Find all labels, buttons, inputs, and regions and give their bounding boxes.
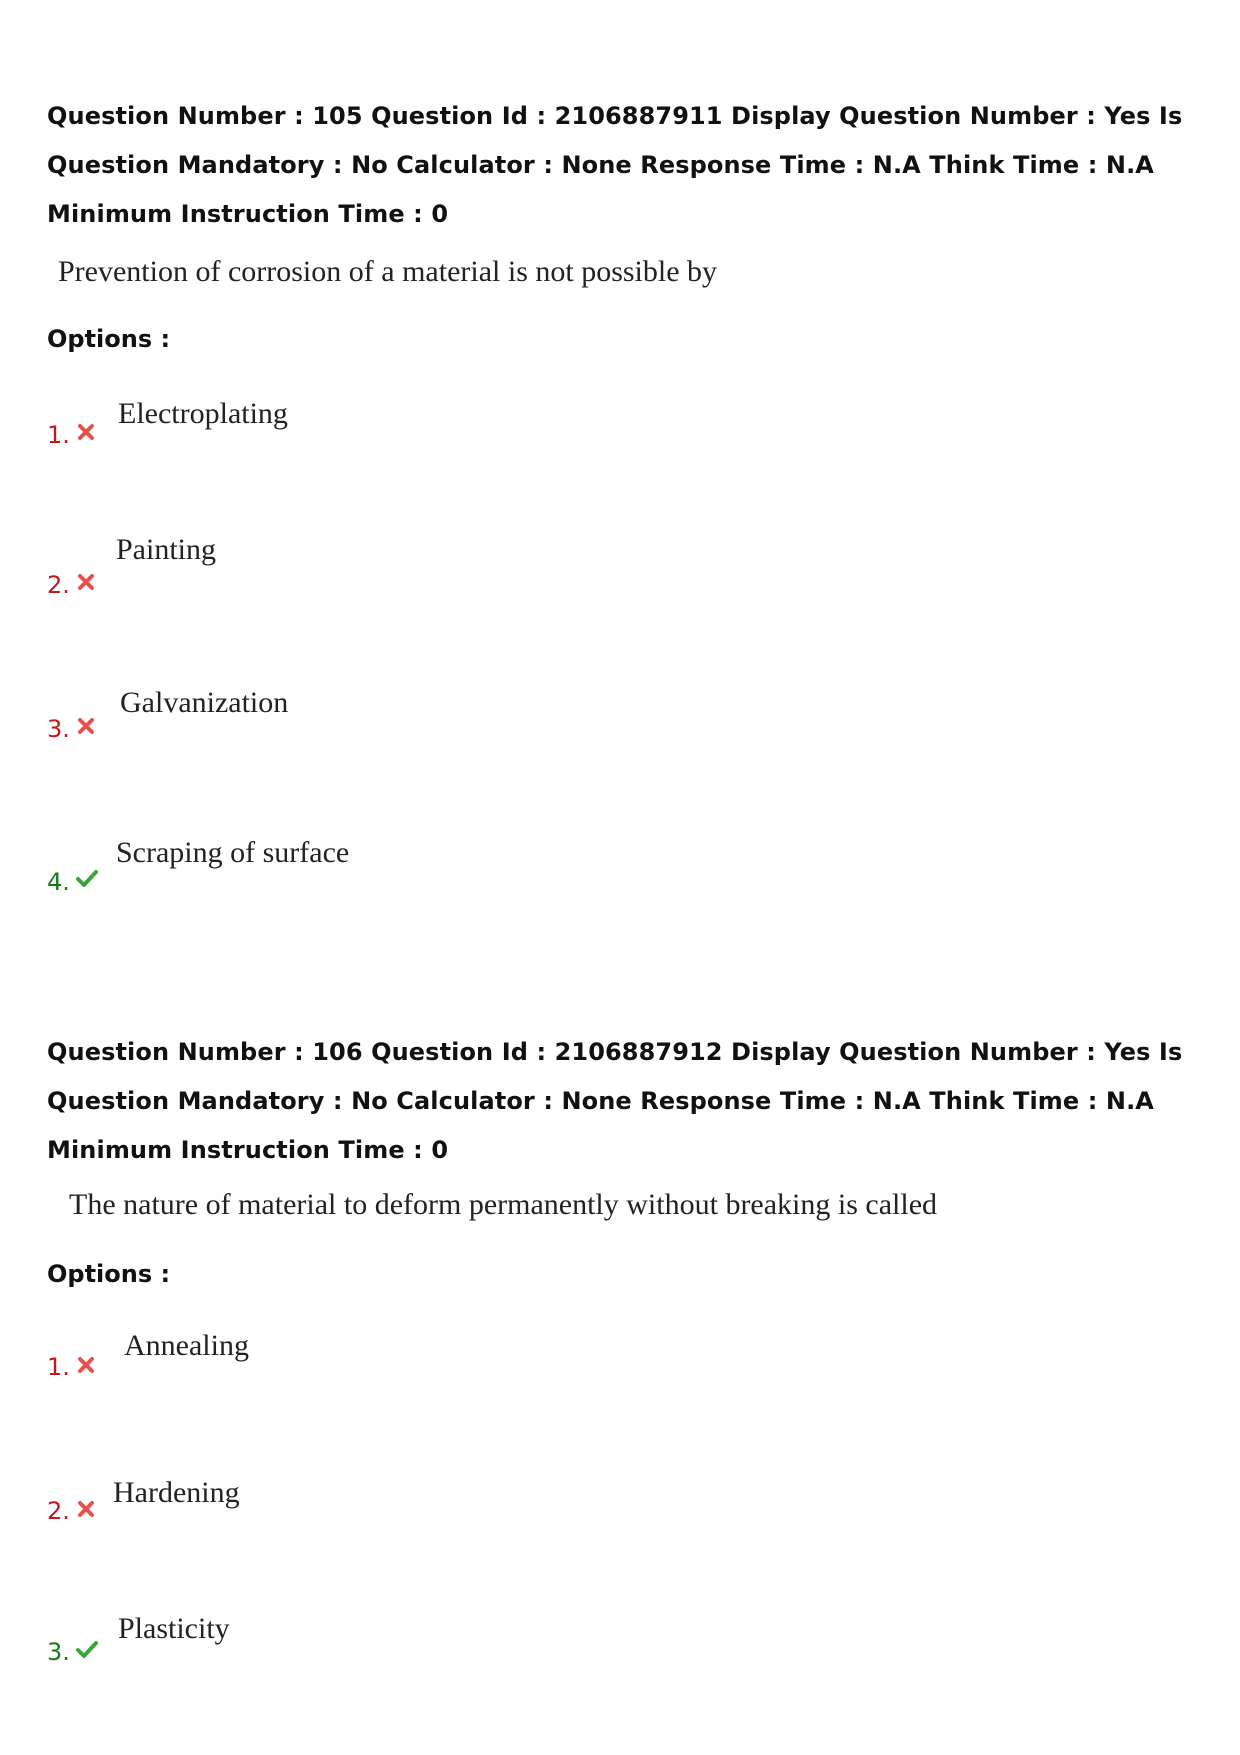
option-number: 2. [47, 571, 70, 599]
question-text: The nature of material to deform permanently without breaking is called [69, 1188, 938, 1221]
options-label: Options : [47, 1260, 171, 1288]
cross-icon [76, 1499, 96, 1519]
cross-icon [76, 572, 96, 592]
option-text: Electroplating [118, 397, 288, 430]
option-text: Plasticity [118, 1612, 230, 1645]
options-label: Options : [47, 325, 171, 353]
question-meta: Question Number : 105 Question Id : 2106887911 Display Question Number : Yes Is Question Mandatory : No Calculator : None Response Time : N.A Think Time : N.A Minimum Instruction Time : 0 [47, 102, 1183, 228]
option-text: Scraping of surface [116, 836, 350, 869]
option-number: 1. [47, 1353, 70, 1381]
option-text: Painting [116, 533, 217, 566]
option-text: Hardening [113, 1476, 240, 1509]
option-text: Annealing [124, 1329, 249, 1362]
option-number: 4. [47, 868, 70, 896]
option-number: 1. [47, 421, 70, 449]
question-text: Prevention of corrosion of a material is not possible by [58, 255, 718, 288]
check-icon [75, 1640, 99, 1660]
option-number: 3. [47, 715, 70, 743]
check-icon [75, 869, 99, 889]
option-number: 3. [47, 1638, 70, 1666]
cross-icon [76, 716, 96, 736]
option-text: Galvanization [120, 686, 289, 719]
option-number: 2. [47, 1497, 70, 1525]
cross-icon [76, 1355, 96, 1375]
question-meta: Question Number : 106 Question Id : 2106887912 Display Question Number : Yes Is Question Mandatory : No Calculator : None Response Time : N.A Think Time : N.A Minimum Instruction Time : 0 [47, 1038, 1183, 1164]
cross-icon [76, 422, 96, 442]
